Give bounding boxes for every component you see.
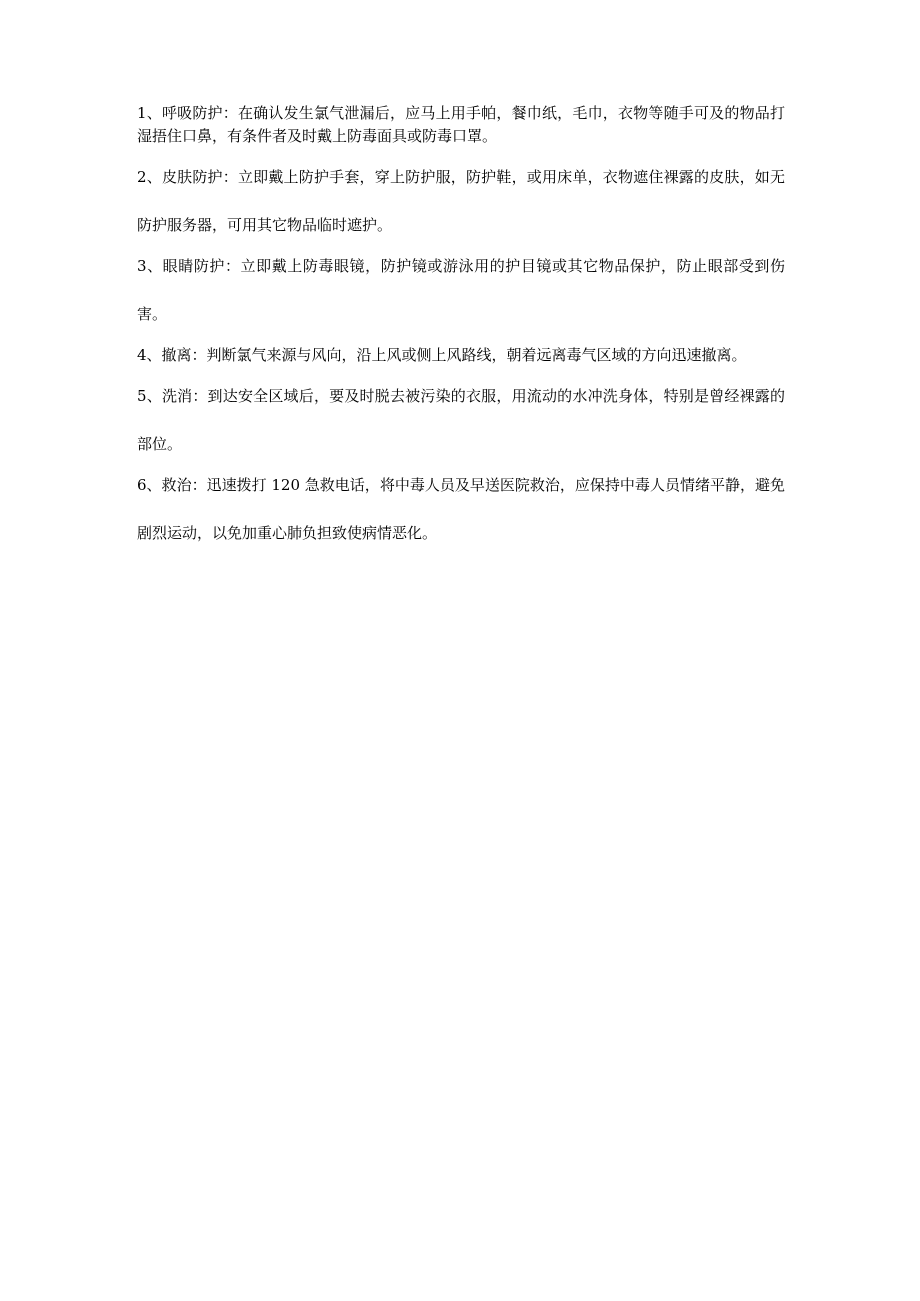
paragraph-respiratory-protection: 1、呼吸防护：在确认发生氯气泄漏后，应马上用手帕，餐巾纸，毛巾，衣物等随手可及的物品打湿捂住口鼻，有条件者及时戴上防毒面具或防毒口罩。 (137, 104, 785, 145)
document-body (137, 102, 785, 551)
paragraph-decontamination: 5、洗消：到达安全区域后，要及时脱去被污染的衣服，用流动的水冲洗身体，特别是曾经裸露的部位。 (137, 387, 785, 453)
paragraph-evacuation: 4、撤离：判断氯气来源与风向，沿上风或侧上风路线，朝着远离毒气区域的方向迅速撤离。 (137, 346, 747, 364)
paragraph-eye-protection: 3、眼睛防护：立即戴上防毒眼镜，防护镜或游泳用的护目镜或其它物品保护，防止眼部受到伤害。 (137, 257, 785, 323)
paragraph-treatment: 6、救治：迅速拨打 120 急救电话，将中毒人员及早送医院救治，应保持中毒人员情绪平静，避免剧烈运动，以免加重心肺负担致使病情恶化。 (137, 476, 785, 542)
paragraph-skin-protection: 2、皮肤防护：立即戴上防护手套，穿上防护服，防护鞋，或用床单，衣物遮住裸露的皮肤，如无防护服务器，可用其它物品临时遮护。 (137, 168, 785, 234)
